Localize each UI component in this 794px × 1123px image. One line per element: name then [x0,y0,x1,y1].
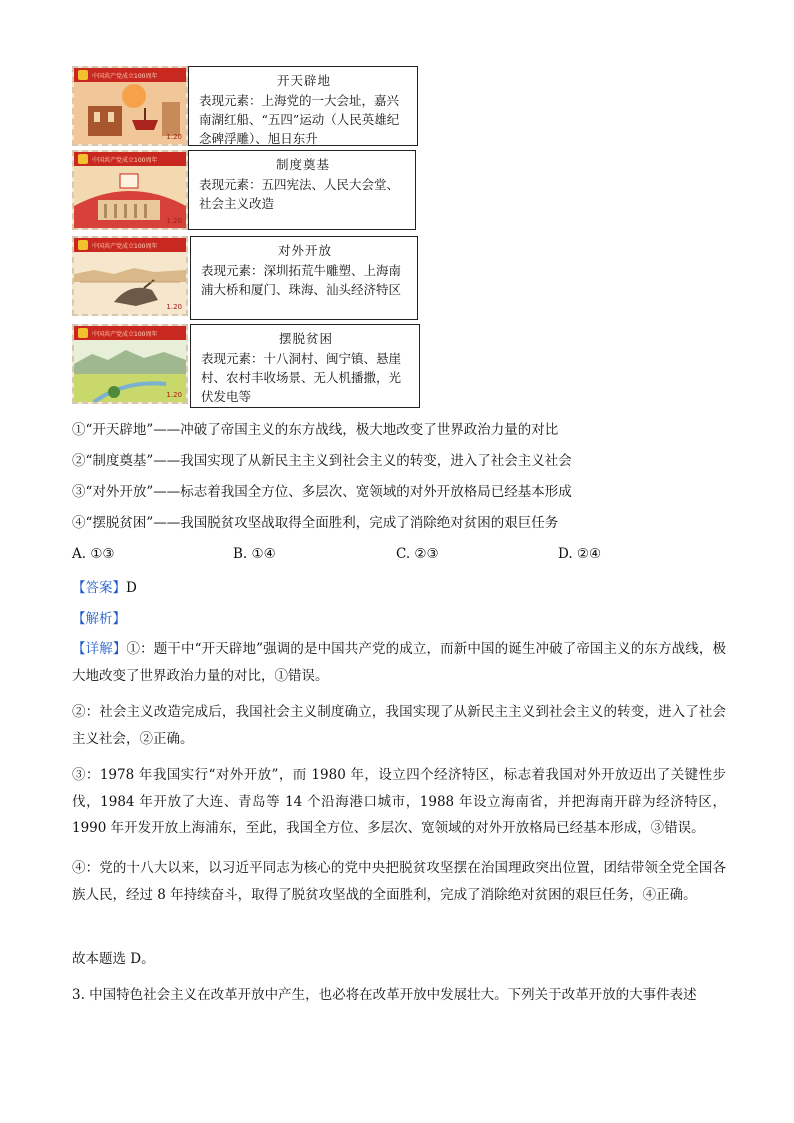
detail-paragraph-1 [72,636,726,689]
option-c: C. ②③ [396,546,439,562]
detail-tag: 【详解】 [72,641,127,657]
stamp-image-4: 中国共产党成立100周年 1.20 [72,324,188,404]
statement-2: ②“制度奠基”——我国实现了从新民主主义到社会主义的转变，进入了社会主义社会 [72,453,572,469]
stamp-image-2: 中国共产党成立100周年 1.20 [72,150,188,230]
stamp-description-box-1 [188,66,418,146]
stamp-image-3: 中国共产党成立100周年 1.20 [72,236,188,316]
stamp-description-box-4 [190,324,420,408]
option-d: D. ②④ [558,546,602,562]
next-question: 3. 中国特色社会主义在改革开放中产生，也必将在改革开放中发展壮大。下列关于改革开放的大事件表述 [72,987,697,1003]
answer-value: D [126,580,137,596]
stamp-description-box-2 [188,150,416,230]
stamp-description: 表现元素：上海党的一大会址，嘉兴南湖红船、“五四”运动（人民英雄纪念碑浮雕）、旭日东升 [199,93,400,146]
option-a: A. ①③ [72,546,115,562]
stamp-description-box-3 [190,236,418,320]
analysis-tag: 【解析】 [72,611,126,627]
detail-paragraph-4: ④：党的十八大以来，以习近平同志为核心的党中央把脱贫攻坚摆在治国理政突出位置，团结带领全党全国各族人民，经过 8 年持续奋斗，取得了脱贫攻坚战的全面胜利，完成了消除绝对贫困的艰巨任务，④正确。 [72,860,726,903]
answer-line [72,577,137,599]
stamp-description: 表现元素：五四宪法、人民大会堂、社会主义改造 [199,177,400,211]
option-b: B. ①④ [233,546,276,562]
statement-4: ④“摆脱贫困”——我国脱贫攻坚战取得全面胜利，完成了消除绝对贫困的艰巨任务 [72,515,559,531]
statement-3: ③“对外开放”——标志着我国全方位、多层次、宽领域的对外开放格局已经基本形成 [72,484,572,500]
stamp-description: 表现元素：十八洞村、闽宁镇、悬崖村、农村丰收场景、无人机播撒，光伏发电等 [201,351,402,404]
analysis-line [72,608,126,630]
stamp-title: 对外开放 [277,243,332,258]
statement-1: ①“开天辟地”——冲破了帝国主义的东方战线，极大地改变了世界政治力量的对比 [72,422,559,438]
stamp-description: 表现元素：深圳拓荒牛雕塑、上海南浦大桥和厦门、珠海、汕头经济特区 [201,263,402,297]
detail-text-1: ①：题干中“开天辟地”强调的是中国共产党的成立，而新中国的诞生冲破了帝国主义的东方战线，极大地改变了世界政治力量的对比，①错误。 [72,641,726,684]
conclusion: 故本题选 D。 [72,951,155,967]
stamp-title: 摆脱贫困 [278,331,333,346]
stamp-title: 开天辟地 [276,73,331,88]
stamp-title: 制度奠基 [275,157,330,172]
detail-paragraph-3: ③：1978 年我国实行“对外开放”，而 1980 年，设立四个经济特区，标志着我国对外开放迈出了关键性步伐，1984 年开放了大连、青岛等 14 个沿海港口城市，1988 年设立海南省，并把海南开辟为经济特区，1990 年开发开放上海浦东，至此，我国全方位、多层次、宽领域的对外开放格局已经基本形成，③错误。 [72,767,726,836]
answer-tag: 【答案】 [72,580,126,596]
stamp-image-1: 中国共产党成立100周年 1.20 [72,66,188,146]
detail-paragraph-2: ②：社会主义改造完成后，我国社会主义制度确立，我国实现了从新民主主义到社会主义的转变，进入了社会主义社会，②正确。 [72,704,726,747]
